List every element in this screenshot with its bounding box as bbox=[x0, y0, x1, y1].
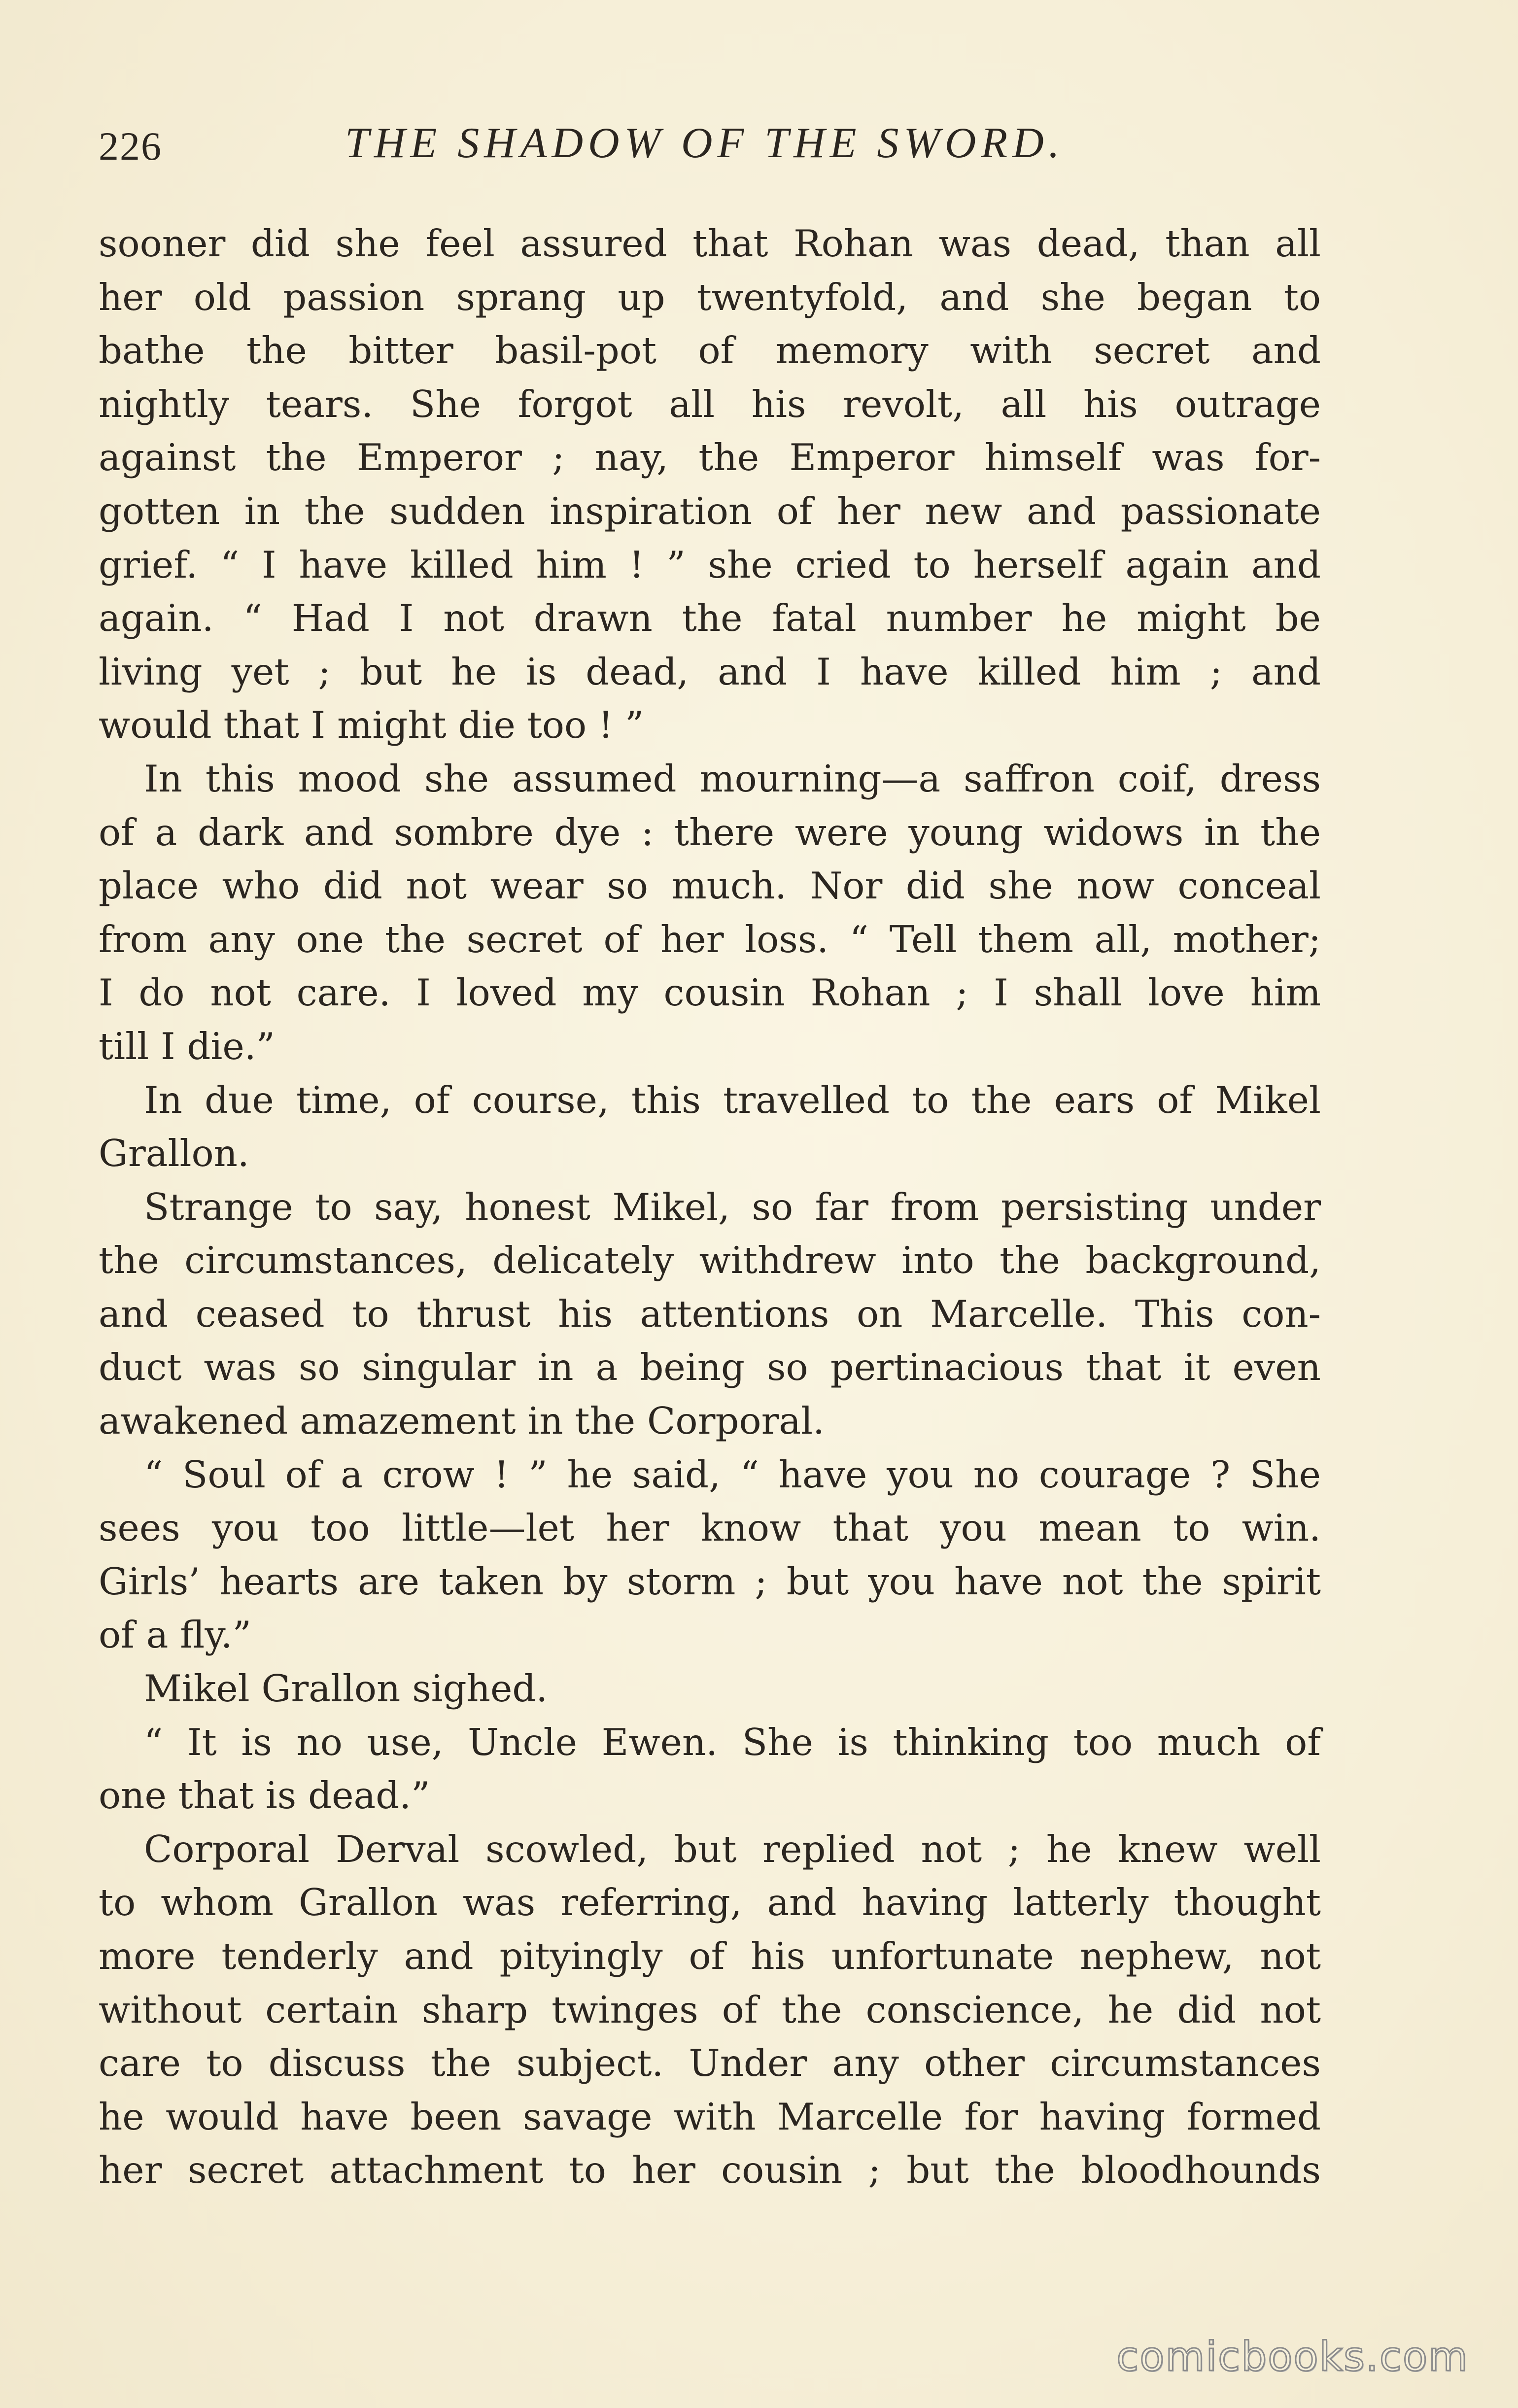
text-line: In this mood she assumed mourning—a saffron coif, dress bbox=[144, 757, 1321, 800]
running-head bbox=[99, 118, 1321, 172]
text-line: one that is dead.” bbox=[99, 1774, 430, 1818]
page-number: 226 bbox=[99, 124, 162, 169]
text-line: without certain sharp twinges of the conscience, he did not bbox=[99, 1988, 1321, 2031]
text-line: again. “ Had I not drawn the fatal number he might be bbox=[99, 596, 1321, 640]
body-text bbox=[99, 217, 1321, 2197]
text-line: Mikel Grallon sighed. bbox=[144, 1667, 548, 1711]
text-line: Strange to say, honest Mikel, so far from persisting under bbox=[144, 1185, 1321, 1229]
text-line: against the Emperor ; nay, the Emperor himself was for- bbox=[99, 436, 1321, 480]
text-line: would that I might die too ! ” bbox=[99, 703, 644, 747]
text-line: Corporal Derval scowled, but replied not ; he knew well bbox=[144, 1827, 1321, 1871]
text-line: In due time, of course, this travelled to the ears of Mikel bbox=[144, 1078, 1321, 1122]
text-line: and ceased to thrust his attentions on Marcelle. This con- bbox=[99, 1292, 1321, 1336]
text-line: grief. “ I have killed him ! ” she cried to herself again and bbox=[99, 543, 1321, 586]
text-line: her old passion sprang up twentyfold, and she began to bbox=[99, 275, 1321, 319]
text-line: living yet ; but he is dead, and I have killed him ; and bbox=[99, 650, 1321, 693]
text-line: gotten in the sudden inspiration of her new and passionate bbox=[99, 489, 1321, 533]
text-line: duct was so singular in a being so pertinacious that it even bbox=[99, 1345, 1321, 1389]
text-line: “ It is no use, Uncle Ewen. She is thinking too much of bbox=[144, 1720, 1321, 1764]
text-line: of a fly.” bbox=[99, 1613, 251, 1657]
text-line: the circumstances, delicately withdrew into the background, bbox=[99, 1238, 1321, 1282]
text-line: of a dark and sombre dye : there were young widows in the bbox=[99, 810, 1321, 854]
text-line: Grallon. bbox=[99, 1132, 249, 1175]
running-title: THE SHADOW OF THE SWORD. bbox=[345, 119, 1065, 167]
text-line: nightly tears. She forgot all his revolt, all his outrage bbox=[99, 382, 1321, 426]
text-line: I do not care. I loved my cousin Rohan ; I shall love him bbox=[99, 971, 1321, 1015]
text-line: awakened amazement in the Corporal. bbox=[99, 1399, 825, 1443]
text-line: sees you too little—let her know that you mean to win. bbox=[99, 1506, 1321, 1550]
text-line: sooner did she feel assured that Rohan was dead, than all bbox=[99, 222, 1321, 265]
text-line: Girls’ hearts are taken by storm ; but you have not the spirit bbox=[99, 1559, 1321, 1603]
watermark: comicbooks.com bbox=[1116, 2334, 1469, 2380]
text-line: more tenderly and pityingly of his unfortunate nephew, not bbox=[99, 1934, 1321, 1978]
text-line: care to discuss the subject. Under any other circumstances bbox=[99, 2041, 1321, 2085]
text-line: place who did not wear so much. Nor did she now conceal bbox=[99, 864, 1321, 908]
text-line: bathe the bitter basil-pot of memory with secret and bbox=[99, 329, 1321, 373]
text-line: “ Soul of a crow ! ” he said, “ have you no courage ? She bbox=[144, 1452, 1321, 1496]
text-line: from any one the secret of her loss. “ Tell them all, mother; bbox=[99, 917, 1321, 961]
text-line: to whom Grallon was referring, and having latterly thought bbox=[99, 1881, 1321, 1925]
text-line: her secret attachment to her cousin ; but the bloodhounds bbox=[99, 2148, 1321, 2192]
text-line: he would have been savage with Marcelle for having formed bbox=[99, 2095, 1321, 2138]
text-line: till I die.” bbox=[99, 1024, 275, 1068]
